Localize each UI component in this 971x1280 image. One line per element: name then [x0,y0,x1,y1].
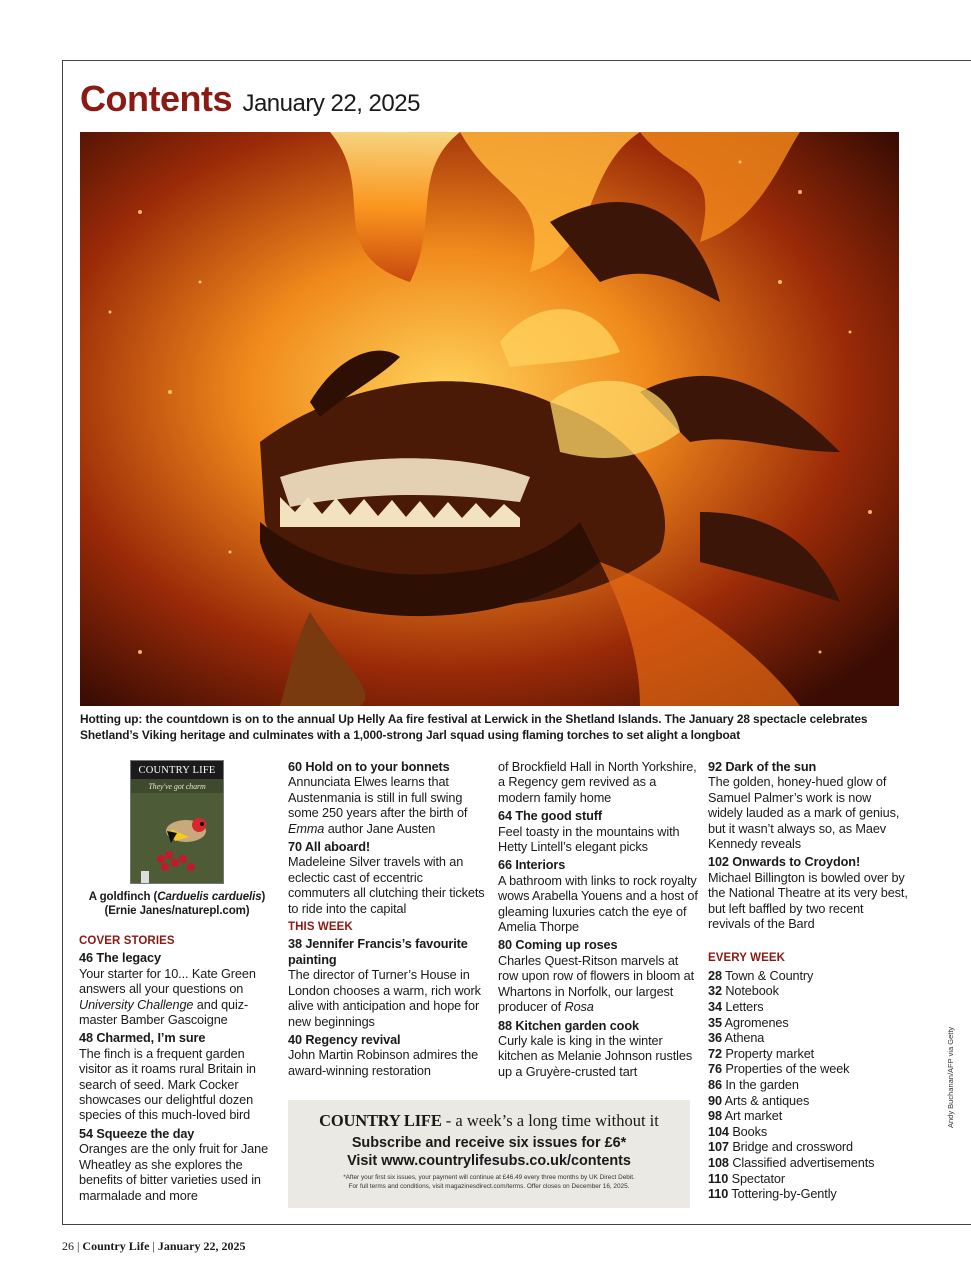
hero-caption: Hotting up: the countdown is on to the annual Up Helly Aa fire festival at Lerwick in the Shetland Islands. The January 28 spectacle celebrates Shetland’s Viking heritage and culminates with a 1,000-strong Jarl squad using flaming torches to set alight a longboat [80,712,868,742]
contents-item[interactable] [79,1127,275,1204]
item-title: 48 Charmed, I’m sure [79,1031,206,1046]
contents-item[interactable] [708,760,908,852]
magazine-cover-thumbnail[interactable] [130,760,224,884]
contents-item[interactable] [708,855,908,932]
every-week-list [708,969,908,1203]
contents-item[interactable] [288,760,486,837]
item-title: 92 Dark of the sun [708,760,817,774]
item-title: 88 Kitchen garden cook [498,1018,639,1033]
contents-item[interactable] [498,809,698,855]
page-title [80,78,420,120]
item-title: 60 Hold on to your bonnets [288,760,450,774]
item-text: Feel toasty in the mountains with Hetty Lintell’s elegant picks [498,824,680,855]
every-week-item[interactable]: 108 Classified advertisements [708,1156,875,1170]
item-text: Michael Billington is bowled over by the National Theatre at its very best, but left baffled by two recent revivals of the Bard [708,870,908,932]
contents-item[interactable] [498,1019,698,1081]
column-arts [708,760,908,1203]
every-week-item[interactable]: 104 Books [708,1124,768,1139]
page-footer: 26 | Country Life | January 22, 2025 [62,1239,246,1253]
hero-photo [80,132,899,706]
item-title: 46 The legacy [79,951,161,966]
item-title: 64 The good stuff [498,809,603,824]
photo-credit: Andy Buchanan/AFP via Getty [946,1026,955,1128]
item-text: Curly kale is king in the winter kitchen as Melanie Johnson rustles up a Gruyère-crusted tart [498,1033,693,1079]
contents-title: Contents [80,78,232,119]
item-title: 38 Jennifer Francis’s favourite painting [288,937,468,967]
contents-item[interactable] [498,938,698,1015]
item-title: 80 Coming up roses [498,938,618,953]
every-week-item[interactable]: 36 Athena [708,1031,765,1046]
item-title: 54 Squeeze the day [79,1126,195,1141]
item-text: The golden, honey-hued glow of Samuel Palmer’s work is now widely lauded as a mark of genius, but it wasn’t always so, as Maev Kennedy reveals [708,775,900,852]
column-features [288,760,486,1082]
item-text: The finch is a frequent garden visitor as it roams rural Britain in search of seed. Mark Cocker showcases our delightful dozen species of this much-loved bird [79,1046,256,1123]
item-text: Your starter for 10... Kate Green answers all your questions on University Challenge and quiz-master Bamber Gascoigne [79,966,256,1028]
contents-item[interactable] [288,840,486,917]
cover-caption-credit: (Ernie Janes/naturepl.com) [104,905,250,917]
item-text: The director of Turner’s House in London chooses a warm, rich work alive with anticipation and hope for new beginnings [288,968,481,1029]
every-week-item[interactable]: 34 Letters [708,1000,764,1015]
item-text: John Martin Robinson admires the award-winning restoration [288,1048,479,1078]
goldfinch-icon [131,793,224,884]
cover-stories-heading: COVER STORIES [79,935,175,947]
every-week-item[interactable]: 35 Agromenes [708,1015,789,1030]
every-week-item[interactable]: 98 Art market [708,1109,783,1124]
cover-caption [79,890,275,918]
contents-item[interactable] [498,858,698,935]
subscribe-terms: *After your first six issues, your payment will continue at £46.49 every three months by UK Direct Debit. For full terms and conditions, visit magazinesdirect.com/terms. Offer closes on December 16, 2025. [343,1174,635,1190]
item-title: 40 Regency revival [288,1032,401,1047]
dragon-fire-photo-icon [80,132,899,706]
item-text: Madeleine Silver travels with an eclectic cast of eccentric commuters all clutching their tickets to ride into the capital [288,855,485,916]
item-text: Oranges are the only fruit for Jane Wheatley as she explores the benefits of bitter varieties used in marmalade and more [79,1142,269,1203]
column-cover-stories [79,760,275,1207]
item-title: 66 Interiors [498,858,566,873]
contents-item[interactable] [288,937,486,1029]
every-week-item[interactable]: 28 Town & Country [708,968,814,983]
cover-caption-species: Carduelis carduelis [157,891,262,903]
item-text: Charles Quest-Ritson marvels at row upon row of flowers in bloom at Whartons in Norfolk, our largest producer of Rosa [498,953,695,1015]
every-week-item[interactable]: 86 In the garden [708,1078,799,1093]
every-week-item[interactable]: 72 Property market [708,1046,815,1061]
item-text: A bathroom with links to rock royalty wows Arabella Youens and a host of gleaming luxuries catch the eye of Amelia Thorpe [498,873,698,935]
cover-caption-prefix: A goldfinch ( [88,891,158,903]
issue-date: January 22, 2025 [242,90,420,117]
subscription-box[interactable] [288,1100,690,1208]
subscribe-slogan: COUNTRY LIFE - a week’s a long time without it [319,1111,659,1130]
item-continued-text: of Brockfield Hall in North Yorkshire, a Regency gem revived as a modern family home [498,760,697,805]
cover-masthead: COUNTRY LIFE [131,761,223,779]
subscribe-link[interactable]: Visit www.countrylifesubs.co.uk/contents [347,1153,631,1169]
column-features-2 [498,760,698,1083]
contents-item[interactable] [288,1033,486,1079]
every-week-item[interactable]: 76 Properties of the week [708,1062,850,1077]
item-text: Annunciata Elwes learns that Austenmania is still in full swing some 250 years after the birth of Emma author Jane Austen [288,775,468,836]
every-week-item[interactable]: 90 Arts & antiques [708,1093,810,1108]
subscribe-offer: Subscribe and receive six issues for £6* [351,1135,627,1151]
contents-item[interactable] [79,1031,275,1123]
cover-tagline: They've got charm [148,782,206,792]
every-week-item[interactable]: 110 Tottering-by-Gently [708,1187,837,1202]
this-week-heading: THIS WEEK [288,921,353,934]
item-title: 70 All aboard! [288,840,371,855]
every-week-heading: EVERY WEEK [708,952,786,965]
contents-item[interactable] [79,951,275,1028]
every-week-item[interactable]: 32 Notebook [708,984,779,999]
cover-caption-suffix: ) [261,891,266,903]
every-week-item[interactable]: 110 Spectator [708,1171,786,1186]
every-week-item[interactable]: 107 Bridge and crossword [708,1140,854,1155]
item-title: 102 Onwards to Croydon! [708,855,861,870]
